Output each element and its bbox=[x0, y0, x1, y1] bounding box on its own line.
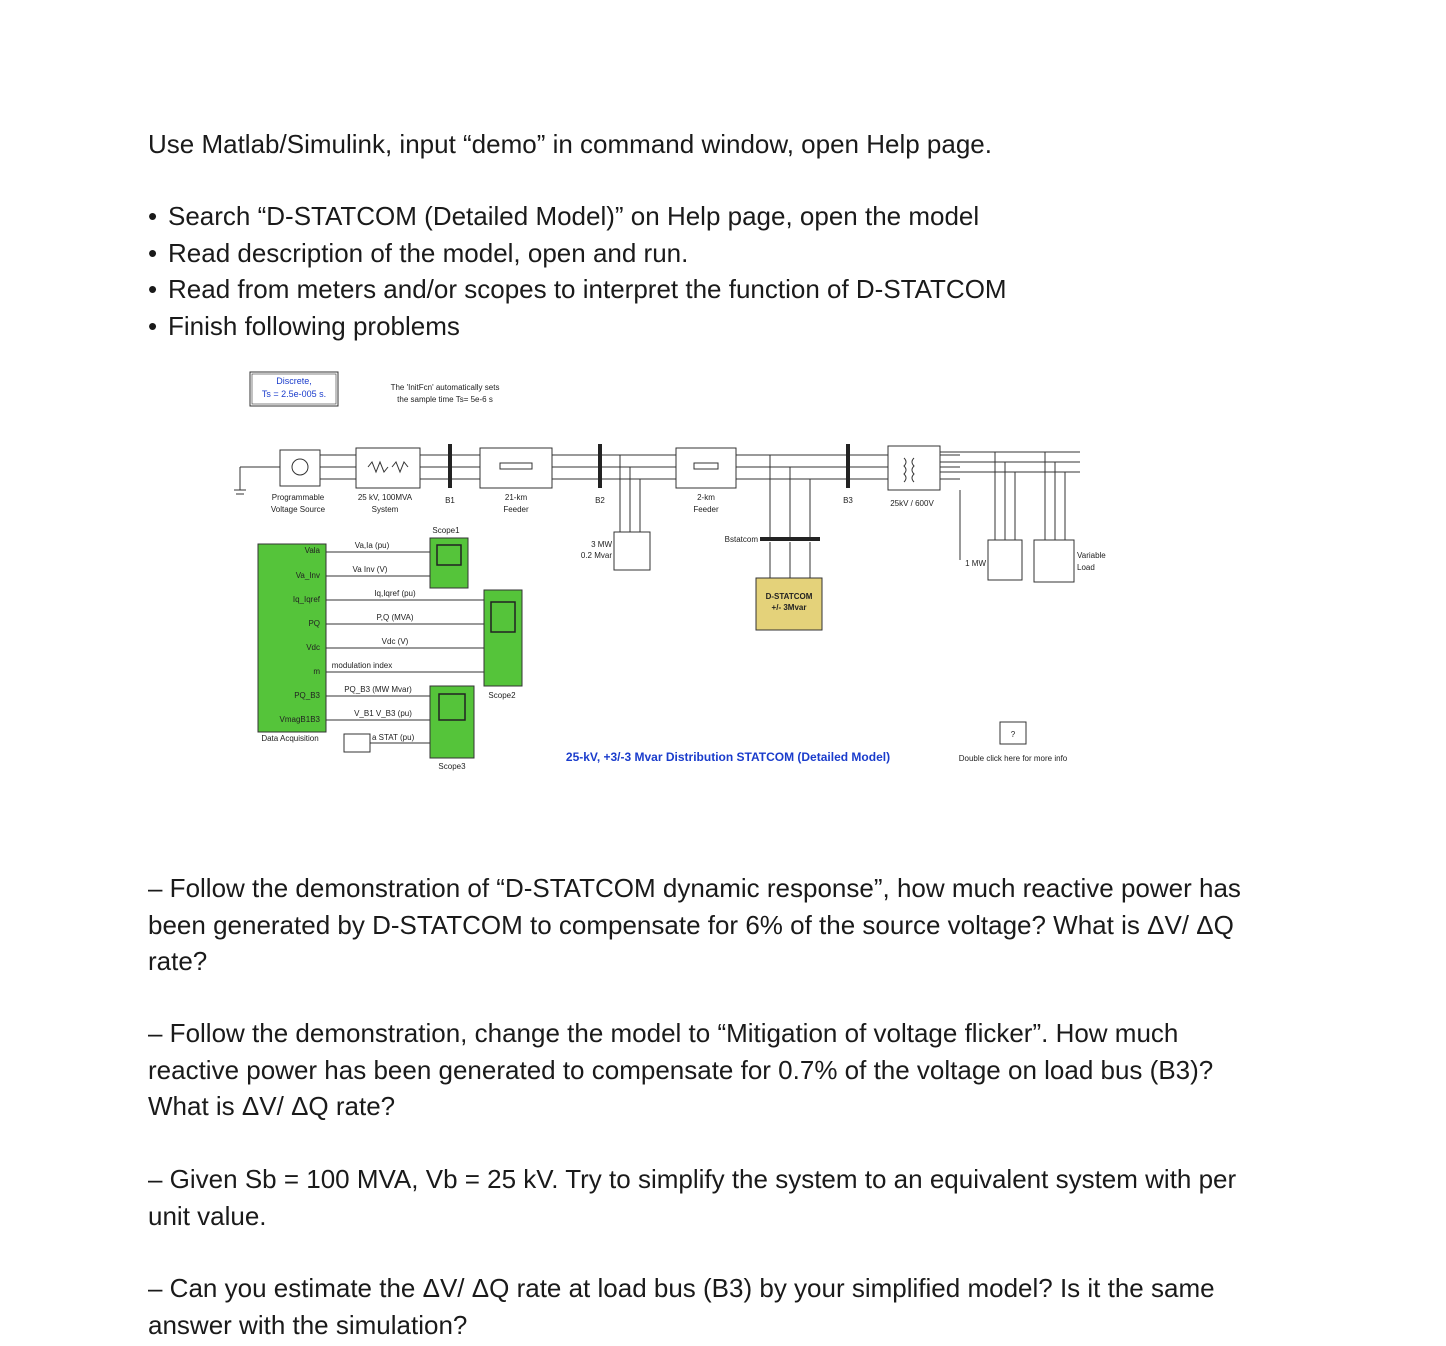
list-item: • Finish following problems bbox=[148, 308, 1007, 345]
bus-b1[interactable] bbox=[448, 444, 452, 488]
signal-pq-b3: PQ_B3 (MW Mvar) bbox=[344, 685, 412, 694]
acq-port-vala: Vala bbox=[304, 546, 320, 555]
feeder2-label-1: 2-km bbox=[697, 493, 715, 502]
transformer-block[interactable] bbox=[888, 446, 940, 490]
bus-b3[interactable] bbox=[846, 444, 850, 488]
system-label-1: 25 kV, 100MVA bbox=[357, 493, 413, 502]
scope1-label: Scope1 bbox=[432, 526, 460, 535]
transformer-label: 25kV / 600V bbox=[890, 499, 934, 508]
variable-load-label-1: Variable bbox=[1077, 551, 1106, 560]
info-text: Double click here for more info bbox=[958, 754, 1068, 763]
stat-input-block[interactable] bbox=[344, 734, 370, 752]
list-item: • Search “D-STATCOM (Detailed Model)” on Help page, open the model bbox=[148, 198, 1007, 235]
signal-stat: a STAT (pu) bbox=[372, 733, 415, 742]
load-1mw-block[interactable] bbox=[988, 540, 1022, 580]
scope3-label: Scope3 bbox=[438, 762, 466, 771]
question-1: – Follow the demonstration of “D-STATCOM dynamic response”, how much reactive power has been generated by D-STATCOM to compensate for 6% of the source voltage? What is ΔV/ ΔQ rate? bbox=[148, 873, 1241, 976]
scope2-label: Scope2 bbox=[488, 691, 516, 700]
b2-label: B2 bbox=[595, 496, 605, 505]
bstatcom-label: Bstatcom bbox=[724, 535, 758, 544]
b3-label: B3 bbox=[843, 496, 853, 505]
list-item: • Read description of the model, open and run. bbox=[148, 235, 1007, 272]
data-acq-label: Data Acquisition bbox=[261, 734, 319, 743]
load1mw-label: 1 MW bbox=[965, 559, 986, 568]
acq-port-iq-iqref: Iq_Iqref bbox=[292, 595, 320, 604]
info-q: ? bbox=[1010, 730, 1016, 739]
question-4: – Can you estimate the ΔV/ ΔQ rate at load bus (B3) by your simplified model? Is it the same answer with the simulation? bbox=[148, 1273, 1215, 1340]
acq-port-m: m bbox=[313, 667, 320, 676]
intro-text: Use Matlab/Simulink, input “demo” in command window, open Help page. bbox=[148, 129, 992, 159]
discrete-label: Discrete, bbox=[276, 376, 312, 386]
signal-vdc: Vdc (V) bbox=[381, 637, 409, 646]
signal-va-ia: Va,Ia (pu) bbox=[354, 541, 390, 550]
acq-port-pq: PQ bbox=[308, 619, 320, 628]
b1-label: B1 bbox=[445, 496, 455, 505]
dstatcom-label-2: +/- 3Mvar bbox=[771, 603, 807, 612]
bstatcom-bus[interactable] bbox=[760, 537, 820, 541]
signal-vb1-vb3: V_B1 V_B3 (pu) bbox=[354, 709, 412, 718]
feeder2-label-2: Feeder bbox=[693, 505, 719, 514]
dstatcom-label-1: D-STATCOM bbox=[765, 592, 813, 601]
signal-pq: P,Q (MVA) bbox=[376, 613, 414, 622]
initfcn-label-1: The 'InitFcn' automatically sets bbox=[390, 383, 500, 392]
acq-port-va-inv: Va_Inv bbox=[295, 571, 320, 580]
prog-source-label-1: Programmable bbox=[271, 493, 325, 502]
prog-source-label-2: Voltage Source bbox=[270, 505, 326, 514]
initfcn-label-2: the sample time Ts= 5e-6 s bbox=[397, 395, 493, 404]
question-3: – Given Sb = 100 MVA, Vb = 25 kV. Try to simplify the system to an equivalent system with per unit value. bbox=[148, 1164, 1237, 1231]
bus-b2[interactable] bbox=[598, 444, 602, 488]
ts-label: Ts = 2.5e-005 s. bbox=[261, 389, 327, 399]
feeder21-label-2: Feeder bbox=[503, 505, 529, 514]
load3mw-label-1: 3 MW bbox=[591, 540, 612, 549]
acq-port-vmag: VmagB1B3 bbox=[279, 715, 320, 724]
question-2: – Follow the demonstration, change the model to “Mitigation of voltage flicker”. How much reactive power has been generated to compensate for 0.7% of the voltage on load bus (B3)? What is ΔV/ ΔQ rate? bbox=[148, 1018, 1214, 1121]
list-item: • Read from meters and/or scopes to interpret the function of D-STATCOM bbox=[148, 271, 1007, 308]
signal-va-inv: Va Inv (V) bbox=[352, 565, 388, 574]
feeder21-label-1: 21-km bbox=[504, 493, 528, 502]
acq-port-vdc: Vdc bbox=[306, 643, 320, 652]
load-3mw-block[interactable] bbox=[614, 532, 650, 570]
model-title: 25-kV, +3/-3 Mvar Distribution STATCOM (Detailed Model) bbox=[565, 750, 891, 764]
acq-port-pq-b3: PQ_B3 bbox=[294, 691, 320, 700]
signal-iq-iqref: Iq,Iqref (pu) bbox=[374, 589, 416, 598]
system-block[interactable] bbox=[356, 448, 420, 488]
load3mw-label-2: 0.2 Mvar bbox=[580, 551, 612, 560]
voltage-source-block[interactable] bbox=[280, 450, 320, 486]
signal-modulation: modulation index bbox=[331, 661, 393, 670]
variable-load-label-2: Load bbox=[1077, 563, 1095, 572]
variable-load-block[interactable] bbox=[1034, 540, 1074, 582]
system-label-2: System bbox=[371, 505, 399, 514]
